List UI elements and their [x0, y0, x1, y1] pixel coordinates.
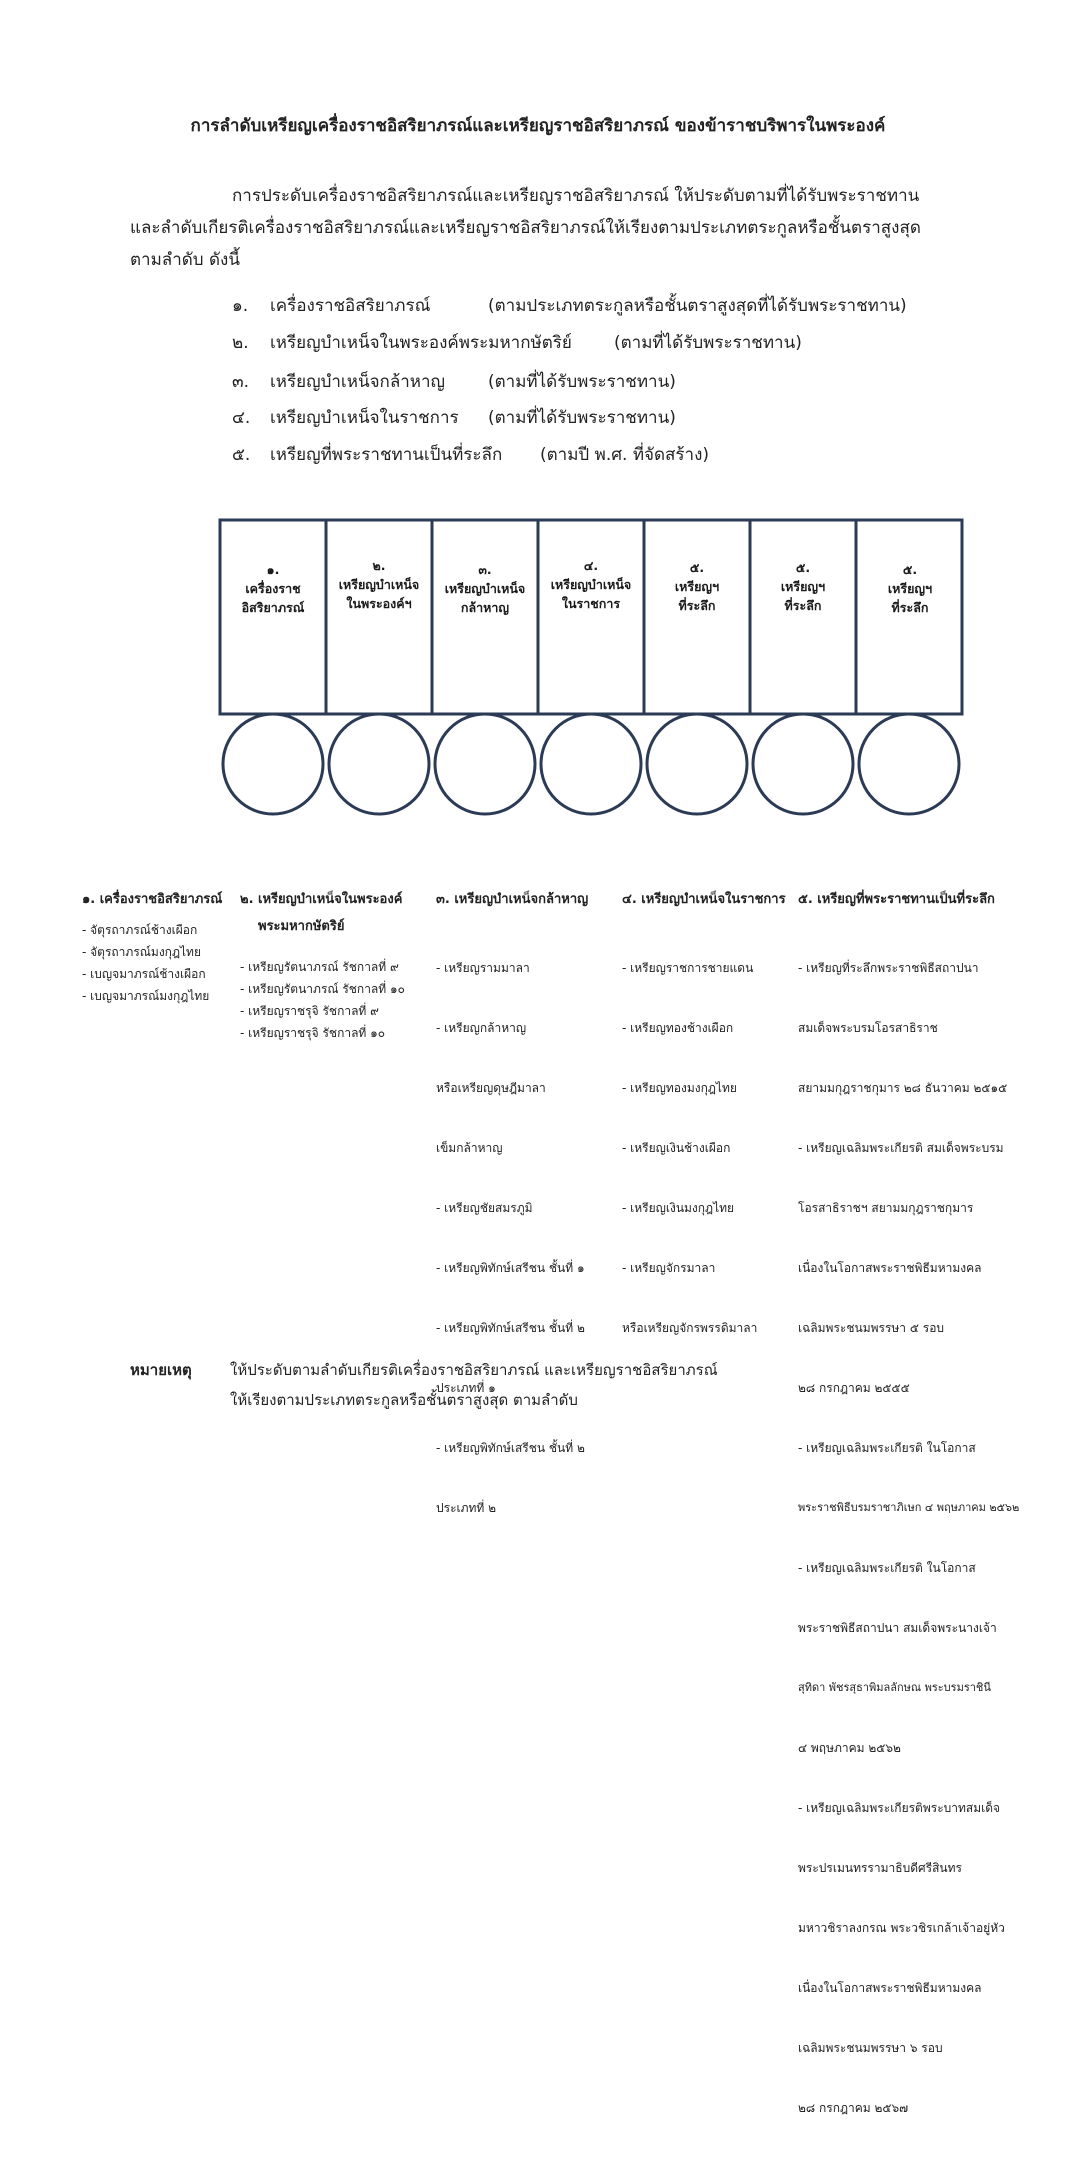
list-item: - เหรียญกล้าหาญ — [436, 1021, 527, 1035]
intro-line-3: ตามลำดับ ดังนี้ — [130, 250, 240, 270]
box-line: ในราชการ — [561, 596, 621, 611]
list-item: เนื่องในโอกาสพระราชพิธีมหามงคล — [798, 1261, 982, 1275]
note-line-2: ให้เรียงตามประเภทตระกูลหรือชั้นตราสูงสุด ตามลำดับ — [230, 1391, 578, 1409]
order-item-text: เหรียญบำเหน็จในพระองค์พระมหากษัตริย์ — [270, 333, 572, 353]
medal-circle — [753, 714, 853, 814]
list-item: - เหรียญเงินมงกุฎไทย — [622, 1201, 735, 1215]
list-item: - เหรียญทองมงกุฎไทย — [622, 1081, 737, 1095]
box-number: ๕. — [795, 560, 811, 575]
order-item-note: (ตามปี พ.ศ. ที่จัดสร้าง) — [540, 445, 710, 465]
box-line: ที่ระลึก — [784, 598, 822, 613]
list-item: ๔ พฤษภาคม ๒๕๖๒ — [798, 1741, 901, 1755]
note-label: หมายเหตุ — [130, 1361, 192, 1379]
medal-circle — [435, 714, 535, 814]
order-item-note: (ตามที่ได้รับพระราชทาน) — [488, 408, 676, 428]
column-heading: ๒. เหรียญบำเหน็จในพระองค์ — [240, 892, 403, 907]
box-line: ที่ระลึก — [678, 598, 716, 613]
list-item: - เหรียญชัยสมรภูมิ — [436, 1201, 533, 1215]
box-number: ๕. — [902, 562, 918, 577]
list-item: พระราชพิธีสถาปนา สมเด็จพระนางเจ้า — [798, 1621, 997, 1635]
box-line: เหรียญบำเหน็จ — [338, 577, 420, 592]
list-item: เข็มกล้าหาญ — [436, 1141, 503, 1155]
list-item: - เหรียญเฉลิมพระเกียรติ ในโอกาส — [798, 1561, 976, 1575]
list-item: สุทิดา พัชรสุธาพิมลลักษณ พระบรมราชินี — [798, 1681, 991, 1694]
list-item: ๒๘ กรกฎาคม ๒๕๖๗ — [798, 2101, 909, 2115]
column-heading: ๔. เหรียญบำเหน็จในราชการ — [622, 892, 786, 907]
box-line: กล้าหาญ — [460, 600, 510, 615]
column-heading: ๑. เครื่องราชอิสริยาภรณ์ — [82, 892, 223, 907]
page-title: การลำดับเหรียญเครื่องราชอิสริยาภรณ์และเหรียญราชอิสริยาภรณ์ ของข้าราชบริพารในพระองค์ — [190, 116, 886, 136]
list-item: - เบญจมาภรณ์มงกุฎไทย — [82, 989, 210, 1003]
box-line: เครื่องราช — [245, 581, 301, 596]
medal-circle — [859, 714, 959, 814]
list-item: ประเภทที่ ๒ — [436, 1501, 497, 1515]
order-item-text: เหรียญที่พระราชทานเป็นที่ระลึก — [270, 445, 503, 465]
box-number: ๓. — [478, 562, 492, 577]
list-item: - เหรียญพิทักษ์เสรีชน ชั้นที่ ๒ — [436, 1321, 585, 1335]
category-column-1 — [82, 888, 222, 1007]
order-item-number: ๑. — [232, 296, 249, 316]
box-line: ในพระองค์ฯ — [346, 596, 412, 611]
box-line: อิสริยาภรณ์ — [241, 600, 305, 615]
category-column-3 — [436, 888, 588, 1557]
list-item: - เหรียญพิทักษ์เสรีชน ชั้นที่ ๑ — [436, 1261, 585, 1275]
list-item: - เหรียญเงินช้างเผือก — [622, 1141, 731, 1155]
order-item-text: เหรียญบำเหน็จกล้าหาญ — [270, 372, 446, 392]
list-item: เนื่องในโอกาสพระราชพิธีมหามงคล — [798, 1981, 982, 1995]
column-heading: ๓. เหรียญบำเหน็จกล้าหาญ — [436, 892, 589, 907]
list-item: - เหรียญราชรุจิ รัชกาลที่ ๑๐ — [240, 1026, 386, 1040]
list-item: - เหรียญราชรุจิ รัชกาลที่ ๙ — [240, 1004, 379, 1018]
list-item: - จัตุรถาภรณ์มงกุฎไทย — [82, 945, 201, 959]
column-heading-cont: พระมหากษัตริย์ — [258, 919, 345, 934]
order-item-text: เครื่องราชอิสริยาภรณ์ — [270, 296, 431, 316]
medal-circle — [647, 714, 747, 814]
order-item-note: (ตามที่ได้รับพระราชทาน) — [614, 333, 802, 353]
list-item: หรือเหรียญดุษฎีมาลา — [436, 1081, 546, 1095]
list-item: พระราชพิธีบรมราชาภิเษก ๔ พฤษภาคม ๒๕๖๒ — [798, 1501, 1020, 1514]
box-line: ที่ระลึก — [891, 600, 929, 615]
box-line: เหรียญฯ — [674, 579, 720, 594]
order-item-note: (ตามที่ได้รับพระราชทาน) — [488, 372, 676, 392]
list-item: - เหรียญจักรมาลา — [622, 1261, 716, 1275]
ribbon-box-label-1 — [222, 560, 324, 617]
list-item: - เหรียญรามมาลา — [436, 961, 530, 975]
box-number: ๑. — [266, 562, 280, 577]
list-item: สยามมกุฎราชกุมาร ๒๘ ธันวาคม ๒๕๑๕ — [798, 1081, 1008, 1095]
list-item: - เหรียญเฉลิมพระเกียรติ ในโอกาส — [798, 1441, 976, 1455]
ribbon-box-label-6 — [752, 558, 854, 615]
intro-line-2: และลำดับเกียรติเครื่องราชอิสริยาภรณ์และเหรียญราชอิสริยาภรณ์ให้เรียงตามประเภทตระกูลหรือชั้นตราสูงสุด — [130, 218, 921, 238]
order-item-number: ๔. — [232, 408, 251, 428]
medal-circle — [223, 714, 323, 814]
box-line: เหรียญบำเหน็จ — [444, 581, 526, 596]
order-item-number: ๒. — [232, 333, 249, 353]
ribbon-box-label-2 — [328, 556, 430, 613]
order-item-note: (ตามประเภทตระกูลหรือชั้นตราสูงสุดที่ได้รับพระราชทาน) — [488, 296, 907, 316]
list-item: เฉลิมพระชนมพรรษา ๖ รอบ — [798, 2041, 943, 2055]
category-column-4 — [622, 888, 786, 1377]
box-line: เหรียญฯ — [780, 579, 826, 594]
list-item: - เหรียญพิทักษ์เสรีชน ชั้นที่ ๒ — [436, 1441, 585, 1455]
list-item: - เบญจมาภรณ์ช้างเผือก — [82, 967, 206, 981]
box-line: เหรียญบำเหน็จ — [550, 577, 632, 592]
order-item-number: ๕. — [232, 445, 251, 465]
list-item: - เหรียญราชการชายแดน — [622, 961, 754, 975]
list-item: - จัตุรถาภรณ์ช้างเผือก — [82, 923, 198, 937]
list-item: - เหรียญที่ระลึกพระราชพิธีสถาปนา — [798, 961, 979, 975]
ribbon-box-label-5 — [646, 558, 748, 615]
box-line: เหรียญฯ — [887, 581, 933, 596]
box-number: ๕. — [689, 560, 705, 575]
intro-line-1: การประดับเครื่องราชอิสริยาภรณ์และเหรียญราชอิสริยาภรณ์ ให้ประดับตามที่ได้รับพระราชทาน — [232, 186, 920, 206]
medal-circle — [329, 714, 429, 814]
list-item: หรือเหรียญจักรพรรดิมาลา — [622, 1321, 758, 1335]
list-item: - เหรียญเฉลิมพระเกียรติพระบาทสมเด็จ — [798, 1801, 1001, 1815]
list-item: ประเภทที่ ๑ — [436, 1381, 496, 1395]
category-column-2 — [240, 888, 405, 1044]
ribbon-box-label-3 — [434, 560, 536, 617]
box-number: ๒. — [372, 558, 386, 573]
list-item: พระปรเมนทรรามาธิบดีศรีสินทร — [798, 1861, 962, 1875]
order-item-number: ๓. — [232, 372, 250, 392]
list-item: มหาวชิราลงกรณ พระวชิรเกล้าเจ้าอยู่หัว — [798, 1921, 1005, 1935]
ribbon-box-label-4 — [540, 556, 642, 613]
note-line-1: ให้ประดับตามลำดับเกียรติเครื่องราชอิสริยาภรณ์ และเหรียญราชอิสริยาภรณ์ — [230, 1361, 718, 1379]
list-item: เฉลิมพระชนมพรรษา ๕ รอบ — [798, 1321, 945, 1335]
list-item: สมเด็จพระบรมโอรสาธิราช — [798, 1021, 938, 1035]
list-item: ๒๘ กรกฎาคม ๒๕๕๕ — [798, 1381, 910, 1395]
box-number: ๔. — [583, 558, 599, 573]
category-column-5 — [798, 888, 1019, 2157]
list-item: - เหรียญรัตนาภรณ์ รัชกาลที่ ๙ — [240, 960, 399, 974]
list-item: โอรสาธิราชฯ สยามมกุฎราชกุมาร — [798, 1201, 974, 1215]
list-item: - เหรียญทองช้างเผือก — [622, 1021, 734, 1035]
rack-frame — [220, 520, 962, 714]
list-item: - เหรียญเฉลิมพระเกียรติ สมเด็จพระบรม — [798, 1141, 1004, 1155]
column-heading: ๕. เหรียญที่พระราชทานเป็นที่ระลึก — [798, 892, 995, 907]
order-item-text: เหรียญบำเหน็จในราชการ — [270, 408, 459, 428]
list-item: - เหรียญรัตนาภรณ์ รัชกาลที่ ๑๐ — [240, 982, 405, 996]
medal-circle — [541, 714, 641, 814]
ribbon-box-label-7 — [858, 560, 962, 617]
